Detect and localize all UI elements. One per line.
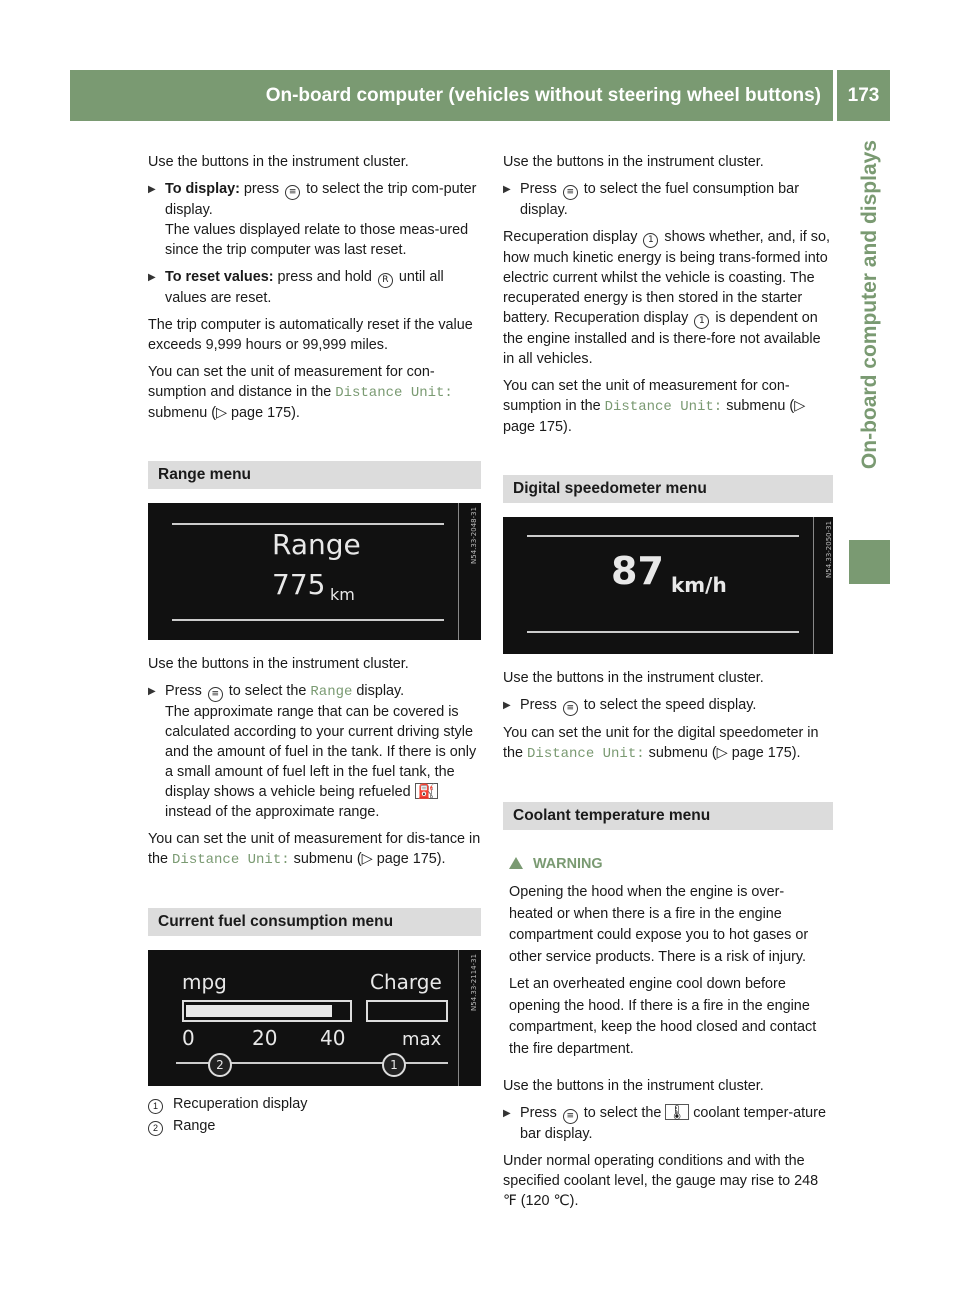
select-button-icon: ≡ bbox=[285, 185, 300, 200]
tick-0: 0 bbox=[182, 1026, 195, 1050]
paragraph: Under normal operating conditions and with the specified coolant level, the gauge may rise to 248 ℉ (120 ℃). bbox=[503, 1153, 819, 1209]
step-text: to select the speed display. bbox=[583, 697, 757, 713]
step-text: press bbox=[243, 181, 280, 197]
step-text: The values displayed relate to those meas-ured since the trip computer was last reset. bbox=[165, 222, 469, 258]
warning-text: Opening the hood when the engine is over-heated or when there is a fire in the engine compartment could expose you to hot gases or other service products. There is a risk of injury. bbox=[509, 884, 809, 965]
display-line bbox=[172, 523, 444, 525]
warning-box bbox=[503, 844, 833, 1072]
speed-value: 87 bbox=[611, 549, 664, 593]
marker-1: 1 bbox=[382, 1053, 406, 1077]
page-ref: submenu (▷ page 175). bbox=[648, 745, 801, 761]
step-text: to select the fuel consumption bar display. bbox=[520, 181, 799, 218]
step-text: The approximate range that can be covered is calculated according to your current driving style and the amount of fuel in the tank. If there is only a small amount of fuel left in the fuel tank, the display shows a vehicle being refueled bbox=[165, 704, 477, 800]
range-display-image bbox=[148, 503, 481, 640]
warning-icon bbox=[509, 857, 523, 869]
page-ref: submenu (▷ page 175). bbox=[503, 398, 806, 435]
paragraph bbox=[148, 829, 481, 870]
warning-text: Let an overheated engine cool down before opening the hood. If there is a fire in the engine compartment, keep the hood closed and contact the fire department. bbox=[509, 976, 817, 1057]
coolant-temperature-icon: 🌡 bbox=[665, 1104, 689, 1120]
text: You can set the unit of measurement for con-sumption in the bbox=[503, 378, 790, 414]
legend-item bbox=[148, 1116, 481, 1136]
speed-unit: km/h bbox=[671, 573, 727, 597]
display-divider bbox=[813, 517, 814, 654]
select-button-icon: ≡ bbox=[563, 185, 578, 200]
mpg-label: mpg bbox=[182, 970, 227, 994]
step-text: until all values are reset. bbox=[165, 269, 444, 306]
warning-label: WARNING bbox=[533, 856, 603, 872]
refuel-icon: ⛽ bbox=[415, 783, 438, 799]
speed-intro: Use the buttons in the instrument cluster. bbox=[503, 670, 764, 686]
tick-20: 20 bbox=[252, 1026, 278, 1050]
side-tab-label: On-board computer and displays bbox=[857, 140, 881, 470]
display-line bbox=[527, 631, 799, 633]
section-heading-speed: Digital speedometer menu bbox=[503, 475, 833, 503]
section-heading-fuel: Current fuel consumption menu bbox=[148, 908, 481, 936]
legend-item bbox=[148, 1094, 481, 1114]
step-reset-values bbox=[148, 267, 481, 308]
page-title: On-board computer (vehicles without steering wheel buttons) bbox=[265, 84, 821, 106]
text: You can set the unit for the digital speedometer in the bbox=[503, 725, 819, 761]
text: You can set the unit of measurement for dis-tance in the bbox=[148, 831, 481, 867]
step-fuel-bar bbox=[503, 179, 833, 220]
distance-unit-ref: Distance Unit: bbox=[335, 385, 453, 401]
image-code: N54.33-2114-31 bbox=[470, 954, 478, 1012]
reset-button-icon: R bbox=[378, 273, 393, 288]
step-text: instead of the approximate range. bbox=[165, 804, 380, 820]
right-intro: Use the buttons in the instrument cluster. bbox=[503, 154, 764, 170]
step-label: To display: bbox=[165, 181, 240, 197]
side-tab-block bbox=[849, 540, 890, 584]
step-speed bbox=[503, 695, 833, 716]
tick-40: 40 bbox=[320, 1026, 346, 1050]
step-text: coolant temper-ature bar display. bbox=[520, 1105, 826, 1142]
consumption-bar-fill bbox=[186, 1005, 332, 1017]
text: Recuperation display bbox=[503, 229, 638, 245]
coolant-intro: Use the buttons in the instrument cluster. bbox=[503, 1078, 764, 1094]
max-label: max bbox=[402, 1029, 442, 1050]
paragraph bbox=[503, 376, 833, 437]
select-button-icon: ≡ bbox=[208, 687, 223, 702]
legend-number: 2 bbox=[148, 1121, 163, 1136]
paragraph bbox=[503, 227, 833, 369]
fuel-display-image bbox=[148, 950, 481, 1086]
text: is dependent on the engine installed and is there-fore not available in all vehicles. bbox=[503, 310, 821, 367]
text: shows whether, and, if so, how much kinetic energy is being trans-formed into electric current whilst the vehicle is coasting. The recuperated energy is then stored in the starter battery. Recuperation display bbox=[503, 229, 830, 326]
display-divider bbox=[458, 950, 459, 1086]
legend-text: Range bbox=[173, 1118, 216, 1134]
section-heading-range: Range menu bbox=[148, 461, 481, 489]
step-label: To reset values: bbox=[165, 269, 274, 285]
range-ref: Range bbox=[310, 684, 353, 700]
step-text: Press bbox=[520, 697, 557, 713]
image-code: N54.33-2050-31 bbox=[825, 521, 833, 579]
legend-number: 1 bbox=[148, 1099, 163, 1114]
callout-1-icon: 1 bbox=[643, 233, 658, 248]
distance-unit-ref: Distance Unit: bbox=[172, 852, 290, 868]
charge-label: Charge bbox=[370, 970, 442, 994]
speed-display-image bbox=[503, 517, 833, 654]
paragraph bbox=[503, 723, 833, 764]
distance-unit-ref: Distance Unit: bbox=[527, 746, 645, 762]
consumption-bar bbox=[182, 1000, 352, 1022]
legend-text: Recuperation display bbox=[173, 1096, 308, 1112]
display-line bbox=[527, 535, 799, 537]
display-divider bbox=[458, 503, 459, 640]
step-text: to select the bbox=[583, 1105, 662, 1121]
range-intro: Use the buttons in the instrument cluster. bbox=[148, 656, 409, 672]
page-ref: submenu (▷ page 175). bbox=[293, 851, 446, 867]
step-text: Press bbox=[520, 1105, 557, 1121]
paragraph bbox=[148, 362, 481, 423]
step-text: to select the trip com-puter display. bbox=[165, 181, 477, 218]
right-column bbox=[503, 152, 833, 1218]
section-heading-coolant: Coolant temperature menu bbox=[503, 802, 833, 830]
step-text: Press bbox=[520, 181, 557, 197]
range-title: Range bbox=[272, 528, 361, 561]
warning-title bbox=[509, 854, 827, 874]
text: You can set the unit of measurement for con-sumption and distance in the bbox=[148, 364, 435, 400]
step-text: press and hold bbox=[277, 269, 372, 285]
page-header bbox=[70, 70, 833, 121]
callout-1-icon: 1 bbox=[694, 314, 709, 329]
side-tab bbox=[849, 140, 890, 580]
paragraph: The trip computer is automatically reset if the value exceeds 9,999 hours or 99,999 miles. bbox=[148, 317, 473, 353]
legend bbox=[148, 1094, 481, 1136]
select-button-icon: ≡ bbox=[563, 701, 578, 716]
distance-unit-ref: Distance Unit: bbox=[604, 399, 723, 415]
left-column bbox=[148, 152, 481, 1136]
page-ref: submenu (▷ page 175). bbox=[148, 405, 300, 421]
select-button-icon: ≡ bbox=[563, 1109, 578, 1124]
charge-bar bbox=[366, 1000, 448, 1022]
step-text: display. bbox=[356, 683, 405, 699]
step-range bbox=[148, 681, 481, 822]
display-line bbox=[172, 619, 444, 621]
step-coolant bbox=[503, 1103, 833, 1144]
left-intro: Use the buttons in the instrument cluster. bbox=[148, 154, 409, 170]
range-value: 775 bbox=[272, 568, 326, 601]
range-unit: km bbox=[330, 585, 355, 604]
image-code: N54.33-2048-31 bbox=[470, 507, 478, 565]
page-number: 173 bbox=[837, 70, 890, 121]
marker-2: 2 bbox=[208, 1053, 232, 1077]
step-text: Press bbox=[165, 683, 202, 699]
step-to-display bbox=[148, 179, 481, 260]
step-text: to select the bbox=[228, 683, 307, 699]
